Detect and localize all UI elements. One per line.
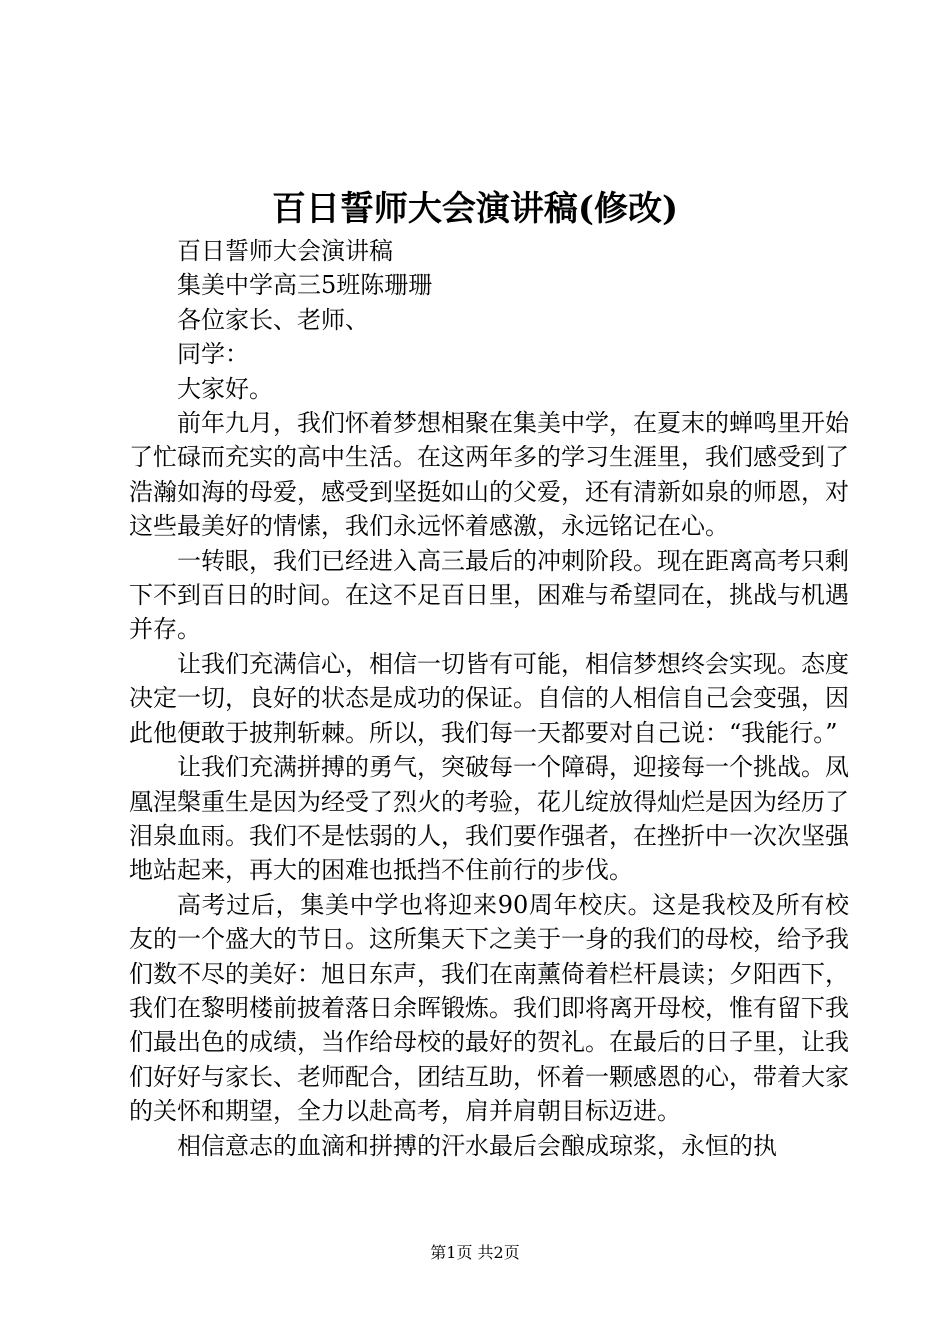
body-paragraph: 高考过后，集美中学也将迎来90周年校庆。这是我校及所有校友的一个盛大的节日。这所集天下之美于一身的我们的母校，给予我们数不尽的美好：旭日东声，我们在南薰倚着栏杆晨读；夕阳西下，我们在黎明楼前披着落日余晖锻炼。我们即将离开母校，惟有留下我们最出色的成绩，当作给母校的最好的贺礼。在最后的日子里，让我们好好与家长、老师配合，团结互助，怀着一颗感恩的心，带着大家的关怀和期望，全力以赴高考，肩并肩朝目标迈进。 — [129, 890, 849, 1126]
header-line: 集美中学高三5班陈珊珊 — [177, 271, 433, 300]
body-paragraph: 一转眼，我们已经进入高三最后的冲刺阶段。现在距离高考只剩下不到百日的时间。在这不足百日里，困难与希望同在，挑战与机遇并存。 — [129, 546, 849, 644]
header-line: 同学： — [177, 340, 249, 369]
page-number-footer: 第1页 共2页 — [430, 1243, 520, 1262]
body-paragraph: 前年九月，我们怀着梦想相聚在集美中学，在夏末的蝉鸣里开始了忙碌而充实的高中生活。在这两年多的学习生涯里，我们感受到了浩瀚如海的母爱，感受到坚挺如山的父爱，还有清新如泉的师恩，对这些最美好的情愫，我们永远怀着感激，永远铭记在心。 — [129, 409, 849, 541]
body-paragraph: 让我们充满拼搏的勇气，突破每一个障碍，迎接每一个挑战。凤凰涅槃重生是因为经受了烈火的考验，花儿绽放得灿烂是因为经历了泪泉血雨。我们不是怯弱的人，我们要作强者，在挫折中一次次坚强地站起来，再大的困难也抵挡不住前行的步伐。 — [129, 753, 849, 885]
header-line: 百日誓师大会演讲稿 — [177, 237, 393, 265]
body-paragraph: 让我们充满信心，相信一切皆有可能，相信梦想终会实现。态度决定一切，良好的状态是成功的保证。自信的人相信自己会变强，因此他便敢于披荆斩棘。所以，我们每一天都要对自己说：“我能行。” — [129, 649, 849, 747]
document-body — [129, 234, 849, 1163]
body-paragraph: 相信意志的血滴和拼搏的汗水最后会酿成琼浆，永恒的执 — [177, 1131, 777, 1160]
document-title: 百日誓师大会演讲稿(修改) — [271, 189, 679, 229]
header-line: 大家好。 — [177, 374, 273, 403]
header-line: 各位家长、老师、 — [177, 305, 369, 334]
